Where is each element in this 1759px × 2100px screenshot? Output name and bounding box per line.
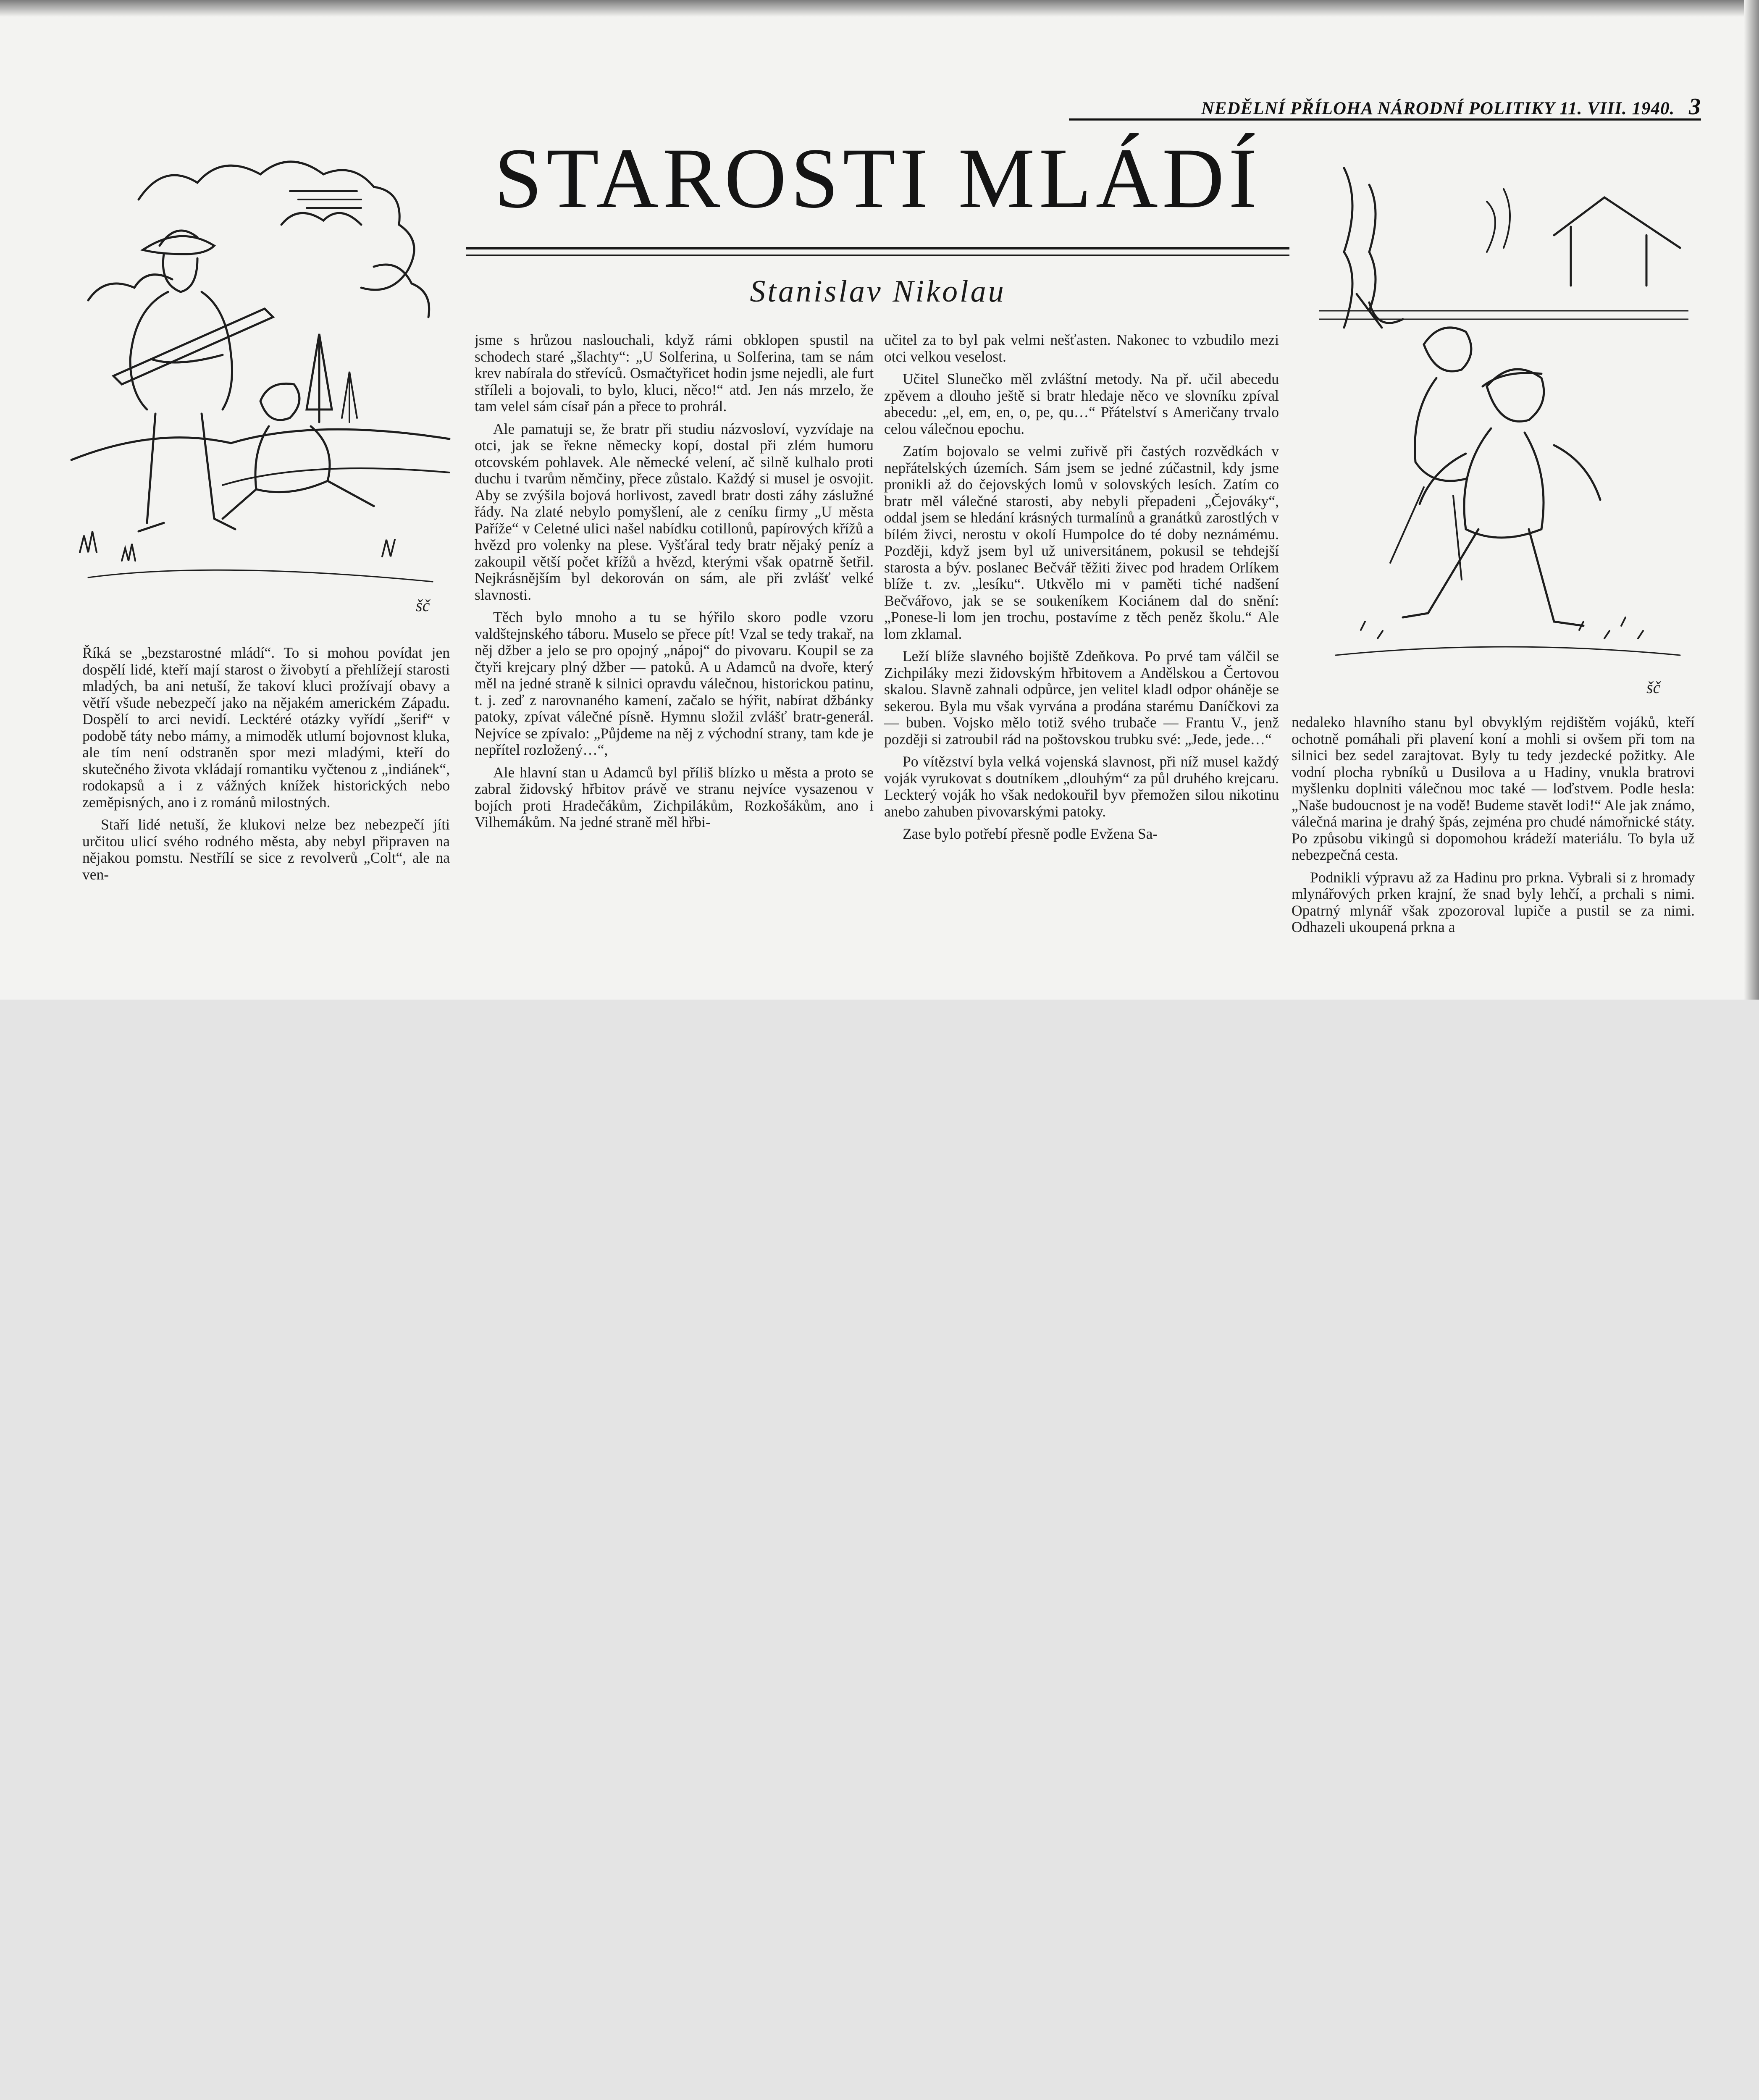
paragraph: Staří lidé netuší, že klukovi nelze bez nebezpečí jíti určitou ulicí svého rodného města, aby nebyl připraven na nějakou pomstu. Nestřílí se sice z revolverů „Colt“, ale na ven-: [82, 816, 450, 883]
paragraph: Leží blíže slavného bojiště Zdeňkova. Po prvé tam válčil se Zichpiláky mezi židovským hřbitovem a Andělskou a Čertovou skalou. Slavně zahnali odpůrce, jen velitel kladl odpor oháněje se sekerou. Byla mu však vyrvána a prodána starému Daníčkovi za — buben. Vojsko mělo totiž svého trubače — Frantu V., jenž později si zatroubil rád na poštovskou trubku své: „Jede, jede…“: [884, 648, 1279, 748]
article-author: Stanislav Nikolau: [750, 274, 1006, 309]
paragraph: Učitel Slunečko měl zvláštní metody. Na př. učil abecedu zpěvem a dlouho ještě si bratr hledaje něco ve slovníku zpíval abecedu: „el, em, en, o, pe, qu…“ Přátelství s Američany trvalo celou válečnou epochu.: [884, 370, 1279, 437]
paragraph: učitel za to byl pak velmi nešťasten. Nakonec to vzbudilo mezi otci velkou veselost.: [884, 332, 1279, 365]
article-column-1: [82, 645, 450, 1000]
article-column-2: [475, 332, 874, 1000]
newspaper-page: [0, 0, 1759, 1000]
page-number: 3: [1689, 94, 1701, 120]
paragraph: Podnikli výpravu až za Hadinu pro prkna. Vybrali si z hromady mlynářových prken krajní, že snad byly lehčí, a prchali s nimi. Opatrný mlynář však zpozoroval lupiče a pustil se za nimi. Odhazeli ukoupená prkna a: [1292, 869, 1695, 935]
paragraph: Zatím bojovalo se velmi zuřivě při častých rozvědkách v nepřátelských územích. Sám jsem se jedné zúčastnil, kdy jsme pronikli až do čejovských lomů v solovských lesích. Zatím co bratr měl válečné starosti, aby nebyli přepadeni „Čejováky“, oddal jsem se hledání krásných turmalínů a granátků zarostlých v bílém živci, nerostu v okolí Humpolce do té doby neznámému. Později, když jsem byl už universitánem, pokusil se tehdejší starosta a býv. poslanec Bečvář těžiti živec pod hradem Orlíkem blíže t. zv. „lesíku“. Utkvělo mi v paměti tiché nadšení Bečvářovo, jak se se soukeníkem Kociánem dal do snění: „Ponese-li lom jen trochu, postavíme z těch peněz školu.“ Ale lom zklamal.: [884, 443, 1279, 642]
paragraph: nedaleko hlavního stanu byl obvyklým rejdištěm vojáků, kteří ochotně pomáhali při plavení koní a mohli si ovšem při tom na silnici bez sedel zarajtovat. Byly tu tedy jezdecké požitky. Ale vodní plocha rybníků u Dusilova a u Hadiny, vnukla bratrovi myšlenku doplniti válečnou moc také — loďstvem. Podle hesla: „Naše budoucnost je na vodě! Budeme stavět lodi!“ Ale jak známo, válečná marina je drahý špás, zejména pro chudé námořnické státy. Po způsobu vikingů si dopomohou krádeží materiálu. To byla už nebezpečná cesta.: [1292, 714, 1695, 863]
right-illustration-signature: šč: [1646, 678, 1661, 697]
title-rule: [466, 247, 1289, 256]
paragraph: Ale hlavní stan u Adamců byl příliš blízko u města a proto se zabral židovský hřbitov právě ve stranu nejvíce vysazenou v bojích proti Hradečákům, Zichpilákům, Rozkošákům, ano i Vilhemákům. Na jedné straně měl hřbi-: [475, 764, 874, 830]
article-column-4: [1292, 714, 1695, 1000]
article-title: STAROSTI MLÁDÍ: [494, 131, 1262, 226]
running-head: [1069, 93, 1701, 121]
paragraph: Říká se „bezstarostné mládí“. To si mohou povídat jen dospělí lidé, kteří mají starost o živobytí a přehlížejí starosti mladých, ba ani netuší, že takoví kluci prožívají obavy a větří všude nebezpečí jako na nějakém americkém Západu. Dospělí to arci nevidí. Lecktéré otázky vyřídí „šerif“ v podobě táty nebo mámy, a mimoděk utlumí bojovnost kluka, ale tím není odstraněn spor mezi mladými, kteří do skutečného života vkládají romantiku vyčtenou z „indiánek“, rodokapsů a i z vážných knížek historických nebo zeměpisných, ano i z románů milostných.: [82, 645, 450, 811]
paragraph: Těch bylo mnoho a tu se hýřilo skoro podle vzoru valdštejnského táboru. Muselo se přece pít! Vzal se tedy trakař, na něj džber a jelo se pro opojný „nápoj“ do pivovaru. Koupil se za čtyři krejcary plný džber — patoků. A u Adamců na dvoře, který měl na jedné straně k silnici opravdu válečnou, historickou patinu, t. j. zeď z narovnaného kamení, začalo se hýřit, nabírat džbánky patoky, zpívat válečné písně. Hymnu složil zvlášť bratr-generál. Nejvíce se zpívalo: „Půjdeme na něj z východní strany, tam kde je nepřítel rozložený…“,: [475, 609, 874, 758]
paragraph: jsme s hrůzou naslouchali, když rámi obklopen spustil na schodech staré „šlachty“: „U Solferina, u Solferina, tam se nám krev nabírala do střevíců. Osmačtyřicet hodin jsme nejedli, ale furt stříleli a bojovali, to bylo, kluci, něco!“ atd. Jen nás mrzelo, že tam velel sám císař pán a přece to prohrál.: [475, 332, 874, 415]
article-column-3: [884, 332, 1279, 1000]
left-illustration-signature: šč: [416, 596, 430, 615]
paragraph: Po vítězství byla velká vojenská slavnost, při níž musel každý voják vyrukovat s doutníkem „dlouhým“ za půl druhého krejcaru. Leckterý voják ho však nedokouřil byv přemožen silou nikotinu anebo zahuben pivovarskými patoky.: [884, 753, 1279, 820]
paragraph: Zase bylo potřebí přesně podle Evžena Sa-: [903, 825, 1158, 842]
paragraph: Ale pamatuji se, že bratr při studiu názvosloví, vyzvídaje na otci, jak se řekne německy kopí, dostal při zlém humoru otcovském pohlavek. Ale německé velení, ač silně kulhalo proti duchu i tvarům němčiny, přece zůstalo. Každý si musel je osvojit. Aby se zvýšila bojová horlivost, zavedl bratr dosti záhy záslužné řády. Na zlaté nebylo pomyšlení, ale z ceníku firmy „U města Paříže“ v Celetné ulici našel nabídku cotillonů, papírových křížů a hvězd pro volenky na plese. Vyšťáral tedy bratr nějaký peníz a zakoupil větší počet křížů a hvězd, kterými však opatrně šetřil. Nejkrásnějším byl dekorován on sám, ale při zvlášť velké slavnosti.: [475, 420, 874, 603]
left-illustration: [63, 141, 458, 636]
running-head-text: NEDĚLNÍ PŘÍLOHA NÁRODNÍ POLITIKY 11. VIII. 1940.: [1201, 99, 1675, 118]
right-illustration: [1319, 151, 1688, 706]
